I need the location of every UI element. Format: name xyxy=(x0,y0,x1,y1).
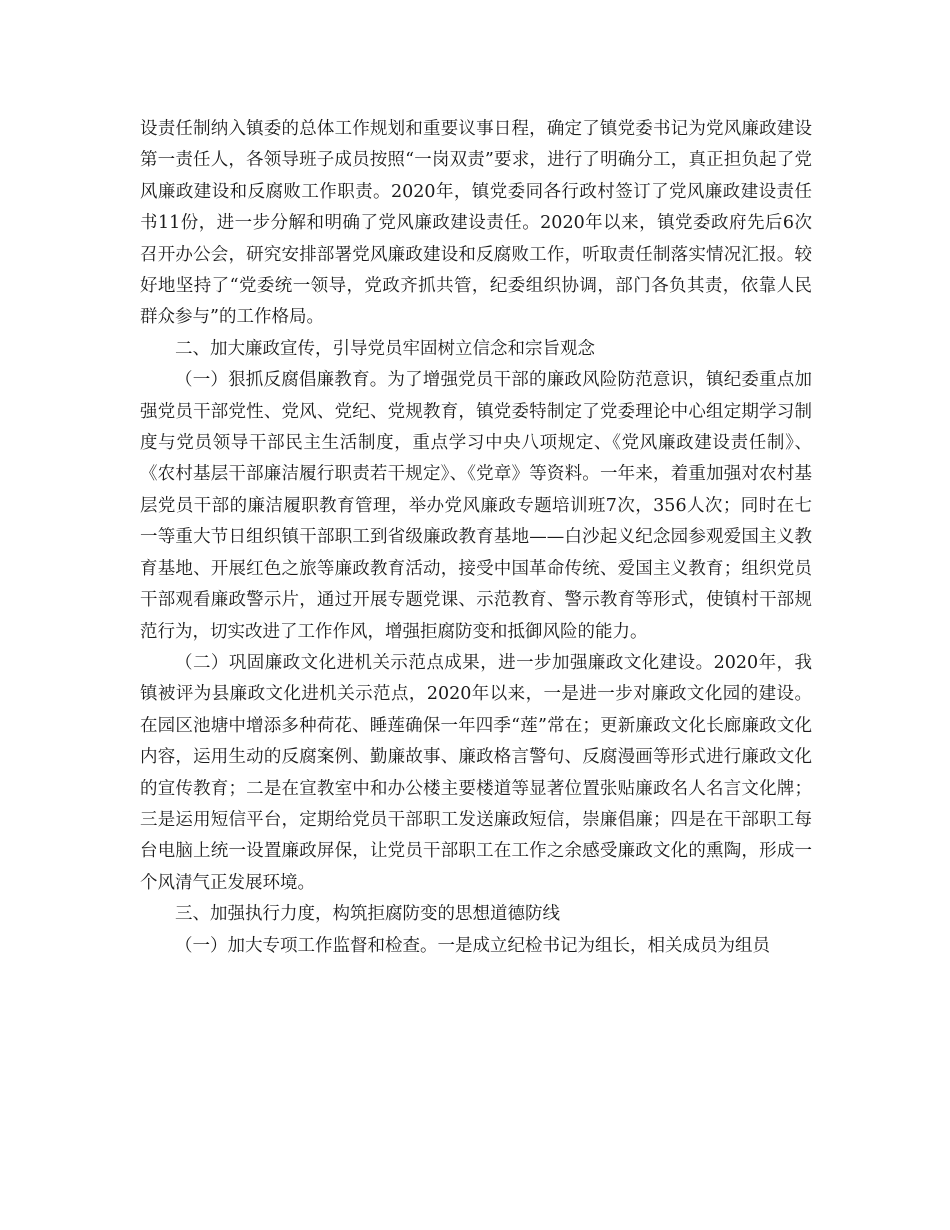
section-heading-2: 二、加大廉政宣传，引导党员牢固树立信念和宗旨观念 xyxy=(175,338,595,359)
section-heading-3: 三、加强执行力度，构筑拒腐防变的思想道德防线 xyxy=(175,904,560,925)
paragraph-continuation: 设责任制纳入镇委的总体工作规划和重要议事日程，确定了镇党委书记为党风廉政建设第一责任人，各领导班子成员按照“一岗双责”要求，进行了明确分工，真正担负起了党风廉政建设和反腐败工作职责。2020年，镇党委同各行政村签订了党风廉政建设责任书11份，进一步分解和明确了党风廉政建设责任。2020年以来，镇党委政府先后6次召开办公会，研究安排部署党风廉政建设和反腐败工作，听取责任制落实情况汇报。较好地坚持了“党委统一领导，党政齐抓共管，纪委组织协调，部门各负其责，依靠人民群众参与”的工作格局。 xyxy=(140,119,812,328)
paragraph-anti-corruption-education: （一）狠抓反腐倡廉教育。为了增强党员干部的廉政风险防范意识，镇纪委重点加强党员干部党性、党风、党纪、党规教育，镇党委特制定了党委理论中心组定期学习制度与党员领导干部民主生活制度，重点学习中央八项规定、《党风廉政建设责任制》、《农村基层干部廉洁履行职责若干规定》、《党章》等资料。一年来，着重加强对农村基层党员干部的廉洁履职教育管理，举办党风廉政专题培训班7次，356人次；同时在七一等重大节日组织镇干部职工到省级廉政教育基地——白沙起义纪念园参观爱国主义教育基地、开展红色之旅等廉政教育活动，接受中国革命传统、爱国主义教育；组织党员干部观看廉政警示片，通过开展专题党课、示范教育、警示教育等形式，使镇村干部规范行为，切实改进了工作作风，增强拒腐防变和抵御风险的能力。 xyxy=(140,370,812,642)
paragraph-integrity-culture: （二）巩固廉政文化进机关示范点成果，进一步加强廉政文化建设。2020年，我镇被评为县廉政文化进机关示范点，2020年以来，一是进一步对廉政文化园的建设。在园区池塘中增添多种荷花、睡莲确保一年四季“莲”常在；更新廉政文化长廊廉政文化内容，运用生动的反腐案例、勤廉故事、廉政格言警句、反腐漫画等形式进行廉政文化的宣传教育；二是在宣教室中和办公楼主要楼道等显著位置张贴廉政名人名言文化牌；三是运用短信平台，定期给党员干部职工发送廉政短信，崇廉倡廉；四是在干部职工每台电脑上统一设置廉政屏保，让党员干部职工在工作之余感受廉政文化的熏陶，形成一个风清气正发展环境。 xyxy=(140,652,812,893)
paragraph-supervision: （一）加大专项工作监督和检查。一是成立纪检书记为组长，相关成员为组员 xyxy=(175,935,770,956)
document-body xyxy=(140,114,812,962)
